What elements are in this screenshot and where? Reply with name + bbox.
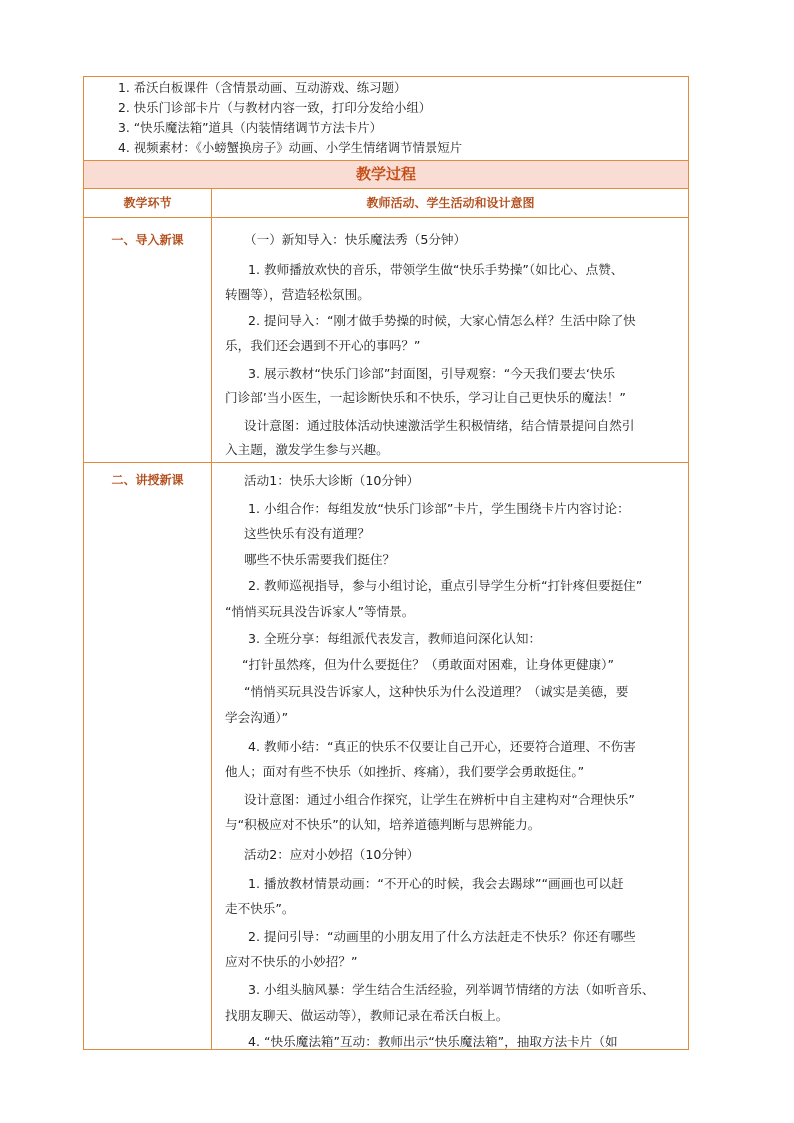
teach-line: 这些快乐有没有道理？: [244, 526, 370, 541]
teach-line: 找朋友聊天、做运动等），教师记录在希沃白板上。: [225, 1008, 509, 1023]
teach-line: 活动2：应对小妙招（10分钟）: [244, 847, 420, 862]
teach-line: 他人；面对有些不快乐（如挫折、疼痛），我们要学会勇敢挺住。”: [225, 764, 585, 779]
teach-line: 应对不快乐的小妙招？”: [225, 954, 358, 969]
teach-line: 4. “快乐魔法箱”互动：教师出示“快乐魔法箱”，抽取方法卡片（如: [248, 1034, 618, 1049]
section-band: [84, 161, 688, 188]
teach-line: “打针虽然疼，但为什么要挺住？（勇敢面对困难，让身体更健康）”: [242, 657, 614, 672]
intro-line: 设计意图：通过肢体活动快速激活学生积极情绪，结合情景提问自然引: [244, 418, 635, 433]
teach-line: 走不快乐”。: [225, 901, 295, 916]
teach-line: 活动1：快乐大诊断（10分钟）: [244, 473, 420, 488]
teach-line: 哪些不快乐需要我们挺住？: [244, 552, 396, 567]
divider: [84, 188, 688, 189]
header-content: 教师活动、学生活动和设计意图: [366, 196, 535, 210]
materials-item: 3. “快乐魔法箱”道具（内装情绪调节方法卡片）: [118, 120, 383, 135]
header-stage: 教学环节: [123, 196, 172, 210]
teach-line: 4. 教师小结：“真正的快乐不仅要让自己开心，还要符合道理、不伤害: [248, 739, 636, 754]
teach-line: 1. 小组合作：每组发放“快乐门诊部”卡片，学生围绕卡片内容讨论：: [248, 501, 630, 516]
intro-line: 门诊部’当小医生，一起诊断快乐和不快乐，学习让自己更快乐的魔法！”: [225, 390, 626, 405]
teach-line: 与“积极应对不快乐”的认知，培养道德判断与思辨能力。: [225, 817, 541, 832]
teach-line: 3. 全班分享：每组派代表发言，教师追问深化认知：: [248, 631, 542, 646]
intro-line: 3. 展示教材“快乐门诊部”封面图，引导观察：“今天我们要去‘快乐: [248, 366, 616, 381]
materials-item: 4. 视频素材：《小螃蟹换房子》动画、小学生情绪调节情景短片: [118, 140, 463, 155]
column-divider: [211, 189, 212, 1049]
intro-line: 乐，我们还会遇到不开心的事吗？”: [225, 338, 421, 353]
teach-line: 2. 提问引导：“动画里的小朋友用了什么方法赶走不快乐？你还有哪些: [248, 929, 636, 944]
stage-teach: 二、讲授新课: [111, 473, 184, 487]
section-title: 教学过程: [355, 165, 416, 183]
teach-line: 1. 播放教材情景动画：“不开心的时候，我会去踢球”“画画也可以赶: [248, 876, 624, 891]
materials-item: 1. 希沃白板课件（含情景动画、互动游戏、练习题）: [118, 80, 407, 95]
intro-line: 1. 教师播放欢快的音乐，带领学生做“快乐手势操”（如比心、点赞、: [248, 262, 624, 277]
teach-line: 设计意图：通过小组合作探究，让学生在辨析中自主建构对“合理快乐”: [244, 792, 635, 807]
stage-intro: 一、导入新课: [111, 233, 184, 247]
teach-line: “悄悄买玩具没告诉家人”等情景。: [225, 604, 415, 619]
lesson-plan-table: [83, 76, 689, 1050]
teach-line: 2. 教师巡视指导，参与小组讨论，重点引导学生分析“打针疼但要挺住”: [248, 578, 643, 593]
intro-line: 入主题，激发学生参与兴趣。: [225, 442, 389, 457]
materials-cell: [84, 77, 688, 159]
teach-line: 学会沟通）”: [225, 710, 289, 725]
divider: [84, 462, 688, 463]
intro-line: （一）新知导入：快乐魔法秀（5分钟）: [244, 232, 467, 247]
divider: [84, 217, 688, 218]
teach-line: “悄悄买玩具没告诉家人，这种快乐为什么没道理？（诚实是美德，要: [244, 684, 629, 699]
intro-line: 2. 提问导入：“刚才做手势操的时候，大家心情怎么样？生活中除了快: [248, 313, 636, 328]
materials-item: 2. 快乐门诊部卡片（与教材内容一致，打印分发给小组）: [118, 100, 432, 115]
intro-line: 转圈等），营造轻松氛围。: [225, 287, 370, 302]
teach-line: 3. 小组头脑风暴：学生结合生活经验，列举调节情绪的方法（如听音乐、: [248, 982, 655, 997]
